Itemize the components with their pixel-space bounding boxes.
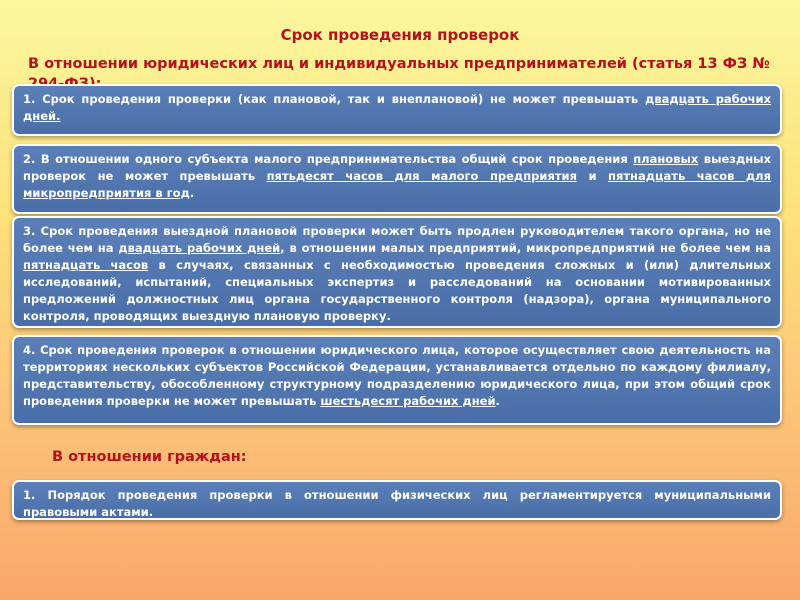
page-title: Срок проведения проверок (280, 26, 520, 44)
rule-box-3 (12, 216, 782, 328)
rule-box-citizens (12, 480, 782, 520)
rule-emphasis: шестьдесят рабочих дней (320, 394, 496, 408)
rule-emphasis: пятнадцать часов (23, 258, 149, 272)
rule-box-1 (12, 84, 782, 136)
rule-emphasis: пятьдесят часов для малого предприятия (266, 169, 577, 183)
rule-emphasis: пятнадцать часов для микропредприятия в год (23, 169, 771, 200)
rule-text: . (495, 394, 500, 408)
rule-text: . (189, 186, 195, 200)
rule-text: 1. Порядок проведения проверки в отношении физических лиц регламентируется муниципальными правовыми актами. (23, 488, 771, 519)
rule-text: в случаях, связанных с необходимостью проведения сложных и (или) длительных исследований, испытаний, специальных экспертиз и расследований на основании мотивированных предложений должностных лиц органа государственного контроля (надзора), органа муниципального контроля, проводящих выездную плановую проверку. (23, 258, 771, 323)
rule-emphasis: двадцать рабочих дней (118, 241, 281, 255)
rule-text: 1. Срок проведения проверки (как плановой, так и внеплановой) не может превышать (23, 92, 646, 106)
rule-text: выездных проверок не может превышать (23, 152, 771, 183)
section-heading-legal-entities: В отношении юридических лиц и индивидуальных предпринимателей (статья 13 ФЗ № (28, 56, 770, 72)
rule-text: , в отношении малых предприятий, микропредприятий не более чем на (280, 241, 771, 255)
rule-box-4 (12, 335, 782, 425)
rule-text: 2. В отношении одного субъекта малого предпринимательства общий срок проведения (23, 152, 634, 166)
rule-text: 3. Срок проведения выездной плановой проверки может быть продлен руководителем такого органа, но не более чем на (23, 224, 771, 255)
rule-box-2 (12, 144, 782, 214)
rule-text: и (576, 169, 609, 183)
section-heading-citizens: В отношении граждан: (52, 449, 247, 465)
rule-emphasis: плановых (633, 152, 699, 166)
rule-text: 4. Срок проведения проверок в отношении юридического лица, которое осуществляет свою деятельность на территориях нескольких субъектов Российской Федерации, устанавливается отдельно по каждому филиалу, представительству, обособленному структурному подразделению юридического лица, при этом общий срок проведения проверки не может превышать (23, 343, 771, 408)
rule-emphasis: двадцать рабочих дней. (23, 92, 771, 123)
